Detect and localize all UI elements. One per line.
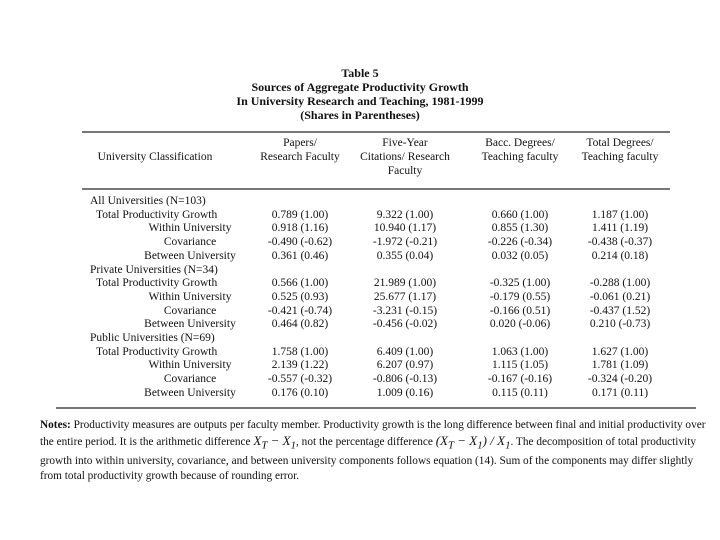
table-cell: -0.179 (0.55) [489,290,551,303]
table-row [0,317,720,331]
table-cell: 1.758 (1.00) [271,345,329,358]
table-cell: 0.566 (1.00) [271,277,329,290]
table-cell: 1.627 (1.00) [591,345,649,358]
row-label: Total Productivity Growth [96,277,218,290]
table-cell: -0.226 (-0.34) [487,236,553,249]
table-row [0,221,720,235]
table-cell: 1.781 (1.09) [591,359,649,372]
table-cell: -0.324 (-0.20) [587,373,653,386]
header-line: Research Faculty [260,151,340,163]
table-row [0,358,720,372]
table-cell: 25.677 (1.17) [373,290,437,303]
header-line: Teaching faculty [581,151,659,163]
formula-arithmetic: $X_T - X_1$ [253,433,297,452]
table-row [0,345,720,359]
table-cell: 0.214 (0.18) [591,249,649,262]
table-cell: -1.972 (-0.21) [372,236,438,249]
table-cell: 0.032 (0.05) [491,249,549,262]
table-cell: 0.789 (1.00) [271,208,329,221]
row-label: Between University [144,386,236,399]
notes-label: Notes: [40,419,71,431]
header-citations [345,136,465,178]
table-number: Table 5 [341,66,379,80]
table-cell: 0.525 (0.93) [271,290,329,303]
table-cell: 0.855 (1.30) [491,222,549,235]
table-row [0,235,720,249]
notes-text: , not the percentage difference [296,436,436,448]
table-cell: 0.176 (0.10) [271,386,329,399]
table-row [0,304,720,318]
table-cell: -0.288 (1.00) [589,277,651,290]
table-row [0,386,720,400]
table-cell: 0.171 (0.11) [591,386,649,399]
header-line: Teaching faculty [481,151,559,163]
table-cell: 1.115 (1.05) [491,359,549,372]
header-line: Citations/ Research [360,151,450,163]
table-cell: 1.009 (0.16) [376,386,434,399]
table-cell: 0.918 (1.16) [271,222,329,235]
table-cell: -0.166 (0.51) [489,304,551,317]
table-cell: -0.061 (0.21) [589,290,651,303]
group-label: Private Universities (N=34) [90,263,218,276]
header-line: Five-Year [382,137,428,149]
row-label: Covariance [163,236,217,249]
table-cell: 0.210 (-0.73) [589,318,651,331]
row-label: Covariance [163,373,217,386]
formula-percentage: $(X_T - X_1) / X_1$ [435,433,511,452]
table-row [0,249,720,263]
table-subtitle: In University Research and Teaching, 1981-1999 [236,94,484,108]
table-cell: -0.421 (-0.74) [267,304,333,317]
table-cell: 0.355 (0.04) [376,249,434,262]
header-line: Total Degrees/ [586,137,654,149]
table-row [0,290,720,304]
table-title: Sources of Aggregate Productivity Growth [251,80,469,94]
header-line: Bacc. Degrees/ [485,137,555,149]
table-cell: -0.557 (-0.32) [267,373,333,386]
table-cell: 1.187 (1.00) [591,208,649,221]
header-line: Papers/ [283,137,317,149]
table-row [0,276,720,290]
header-rule [82,188,670,190]
table-note-shares: (Shares in Parentheses) [300,108,420,122]
table-cell: -0.167 (-0.16) [487,373,553,386]
table-row [0,372,720,386]
table-cell: 1.063 (1.00) [491,345,549,358]
table-cell: -0.456 (-0.02) [372,318,438,331]
row-label: Within University [148,222,232,235]
group-label: All Universities (N=103) [90,195,206,207]
table-cell: 0.020 (-0.06) [489,318,551,331]
table-notes [40,418,710,484]
table-cell: 2.139 (1.22) [271,359,329,372]
row-label: Total Productivity Growth [96,208,218,221]
header-line: Faculty [387,165,423,177]
row-label: Covariance [163,304,217,317]
bottom-rule [56,407,696,409]
row-label: Between University [144,249,236,262]
row-label: Within University [148,290,232,303]
group-row [0,194,720,208]
table-cell: -0.437 (1.52) [589,304,651,317]
table-cell: -3.231 (-0.15) [372,304,438,317]
group-label: Public Universities (N=69) [90,332,215,344]
table-cell: 1.411 (1.19) [591,222,649,235]
table-cell: 0.115 (0.11) [492,386,548,399]
table-cell: 0.361 (0.46) [271,249,329,262]
table-cell: 6.207 (0.97) [376,359,434,372]
table-cell: -0.325 (1.00) [489,277,551,290]
header-classification: University Classification [97,151,213,163]
table-cell: 6.409 (1.00) [376,345,434,358]
row-label: Within University [148,359,232,372]
table-cell: 0.464 (0.82) [271,318,329,331]
notes-text: Productivity measures are outputs per faculty member. Productivity growth is the long difference between final and initial productivity over the entire period. It is the arithmetic difference [40,419,706,448]
table-cell: 9.322 (1.00) [376,208,434,221]
table-cell: 10.940 (1.17) [373,222,437,235]
group-row [0,263,720,277]
top-rule [82,131,670,133]
table-cell: 0.660 (1.00) [491,208,549,221]
group-row [0,331,720,345]
table-cell: 21.989 (1.00) [373,277,437,290]
row-label: Total Productivity Growth [96,345,218,358]
table-cell: -0.806 (-0.13) [372,373,438,386]
table-row [0,208,720,222]
header-total-degrees [560,136,680,164]
row-label: Between University [144,318,236,331]
notes-text: . The decomposition of total productivity growth into within university, covariance, and between university components follows equation (14). Sum of the components may differ slightly from total productivity growth because of rounding error. [40,436,697,482]
table-cell: -0.438 (-0.37) [587,236,653,249]
table-cell: -0.490 (-0.62) [267,236,333,249]
header-papers [240,136,360,164]
